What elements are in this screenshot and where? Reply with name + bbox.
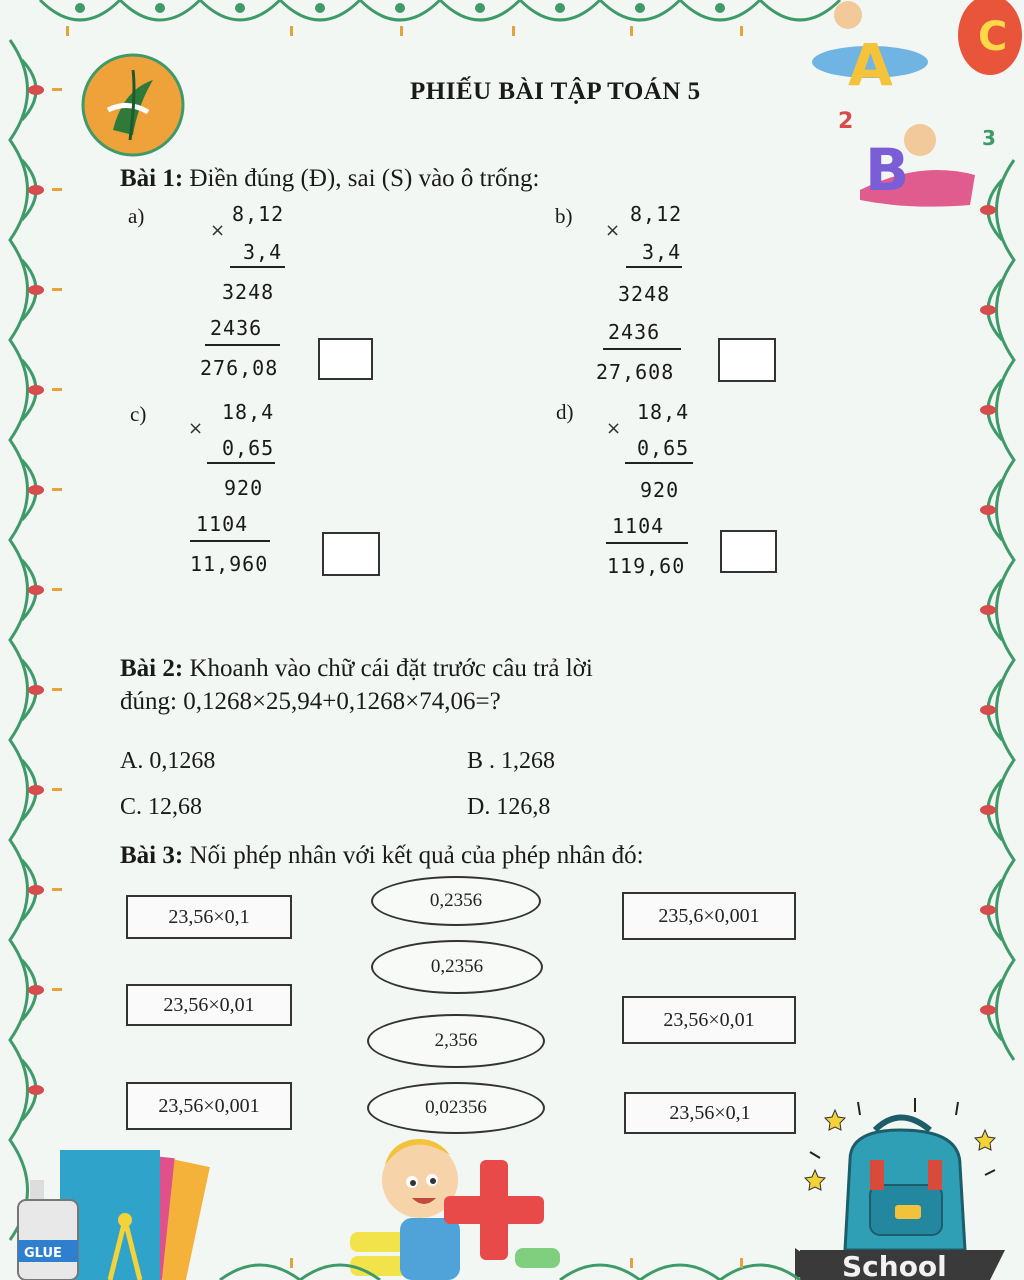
exercise-2-heading xyxy=(120,655,593,683)
problem-b-partial2: 2436 xyxy=(608,320,661,344)
result-ellipse[interactable]: 0,02356 xyxy=(367,1082,545,1134)
left-expression-box[interactable]: 23,56×0,1 xyxy=(126,895,292,939)
result-ellipse[interactable]: 0,2356 xyxy=(371,940,543,994)
exercise-3-heading xyxy=(120,842,644,870)
problem-b-rule2 xyxy=(603,348,681,350)
multiply-sign-d: × xyxy=(606,418,622,439)
exercise-2-instruction: Khoanh vào chữ cái đặt trước câu trả lời xyxy=(183,655,593,682)
exercise-1-number: Bài 1: xyxy=(120,165,184,192)
problem-d-rule1 xyxy=(625,462,693,464)
problem-b-factor2: 3,4 xyxy=(642,240,682,264)
problem-b-result: 27,608 xyxy=(596,360,675,384)
right-expression-box[interactable]: 23,56×0,01 xyxy=(622,996,796,1044)
page-title: PHIẾU BÀI TẬP TOÁN 5 xyxy=(410,78,701,105)
right-expression-box[interactable]: 23,56×0,1 xyxy=(624,1092,796,1134)
option-d[interactable]: D. 126,8 xyxy=(467,794,551,820)
problem-b-partial1: 3248 xyxy=(618,282,671,306)
problem-c-label: c) xyxy=(130,402,147,426)
problem-a-rule2 xyxy=(205,344,280,346)
number-2: 2 xyxy=(838,109,854,134)
problem-b-answer-box[interactable] xyxy=(718,338,776,382)
letter-c: C xyxy=(978,14,1008,60)
glue-label: GLUE xyxy=(24,1246,62,1261)
option-c[interactable]: C. 12,68 xyxy=(120,794,203,820)
problem-a-label: a) xyxy=(128,204,145,228)
problem-d-factor1: 18,4 xyxy=(637,400,690,424)
right-expression-box[interactable]: 235,6×0,001 xyxy=(622,892,796,940)
problem-c-partial1: 920 xyxy=(224,476,264,500)
exercise-3-instruction: Nối phép nhân với kết quả của phép nhân đó: xyxy=(183,842,644,869)
problem-c-partial2: 1104 xyxy=(196,512,249,536)
exercise-1-heading xyxy=(120,165,539,193)
problem-a-rule1 xyxy=(230,266,285,268)
school-banner-label: School xyxy=(842,1250,947,1280)
exercise-3-number: Bài 3: xyxy=(120,842,184,869)
problem-c-rule2 xyxy=(190,540,270,542)
problem-a-answer-box[interactable] xyxy=(318,338,373,380)
letter-a: A xyxy=(848,31,893,99)
number-3: 3 xyxy=(982,126,996,150)
result-ellipse[interactable]: 0,2356 xyxy=(371,876,541,926)
problem-d-factor2: 0,65 xyxy=(637,436,690,460)
option-b[interactable]: B . 1,268 xyxy=(467,748,556,774)
exercise-1-instruction: Điền đúng (Đ), sai (S) vào ô trống: xyxy=(183,165,540,192)
decorative-left-border xyxy=(0,0,70,1280)
problem-a-partial2: 2436 xyxy=(210,316,263,340)
alphabet-illustration xyxy=(800,0,1024,215)
problem-c-rule1 xyxy=(207,462,275,464)
problem-b-label: b) xyxy=(555,204,573,228)
exercise-2-number: Bài 2: xyxy=(120,655,184,682)
problem-c-factor1: 18,4 xyxy=(222,400,275,424)
letter-b: B xyxy=(865,136,910,204)
left-expression-box[interactable]: 23,56×0,001 xyxy=(126,1082,292,1130)
problem-b-factor1: 8,12 xyxy=(630,202,683,226)
exercise-2-expression: đúng: 0,1268×25,94+0,1268×74,06=? xyxy=(120,688,501,715)
problem-a-result: 276,08 xyxy=(200,356,279,380)
problem-a-factor1: 8,12 xyxy=(232,202,285,226)
problem-d-partial1: 920 xyxy=(640,478,680,502)
problem-b-rule1 xyxy=(626,266,682,268)
problem-c-answer-box[interactable] xyxy=(322,532,380,576)
multiply-sign-c: × xyxy=(188,418,204,439)
multiply-sign-b: × xyxy=(605,220,621,241)
option-a[interactable]: A. 0,1268 xyxy=(120,748,216,774)
problem-c-factor2: 0,65 xyxy=(222,436,275,460)
school-logo xyxy=(78,50,188,160)
decorative-bottom-border xyxy=(0,1240,1024,1280)
problem-a-partial1: 3248 xyxy=(222,280,275,304)
result-ellipse[interactable]: 2,356 xyxy=(367,1014,545,1068)
problem-d-rule2 xyxy=(606,542,688,544)
problem-d-result: 119,60 xyxy=(607,554,686,578)
problem-d-answer-box[interactable] xyxy=(720,530,777,573)
problem-d-partial2: 1104 xyxy=(612,514,665,538)
problem-d-label: d) xyxy=(556,400,574,424)
problem-a-factor2: 3,4 xyxy=(243,240,283,264)
left-expression-box[interactable]: 23,56×0,01 xyxy=(126,984,292,1026)
problem-c-result: 11,960 xyxy=(190,552,269,576)
multiply-sign-a: × xyxy=(210,220,226,241)
